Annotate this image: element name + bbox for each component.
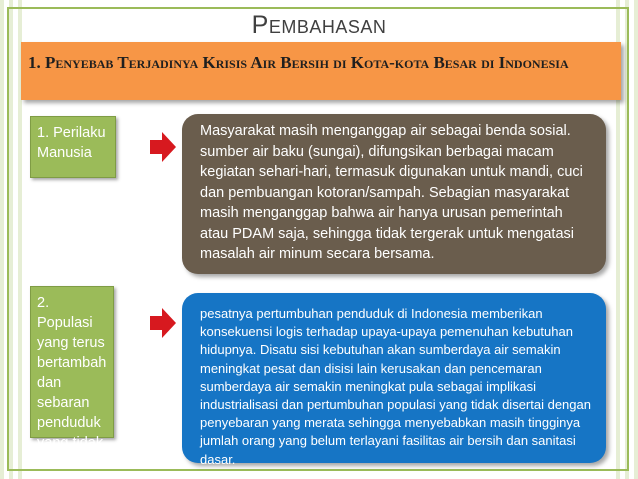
cause-description-1 (182, 114, 606, 274)
cause-label-2-text: 2. Populasi yang terus bertambah dan sebaran penduduk yang tidak merata. (37, 295, 107, 471)
cause-label-2 (30, 286, 114, 471)
section-banner (21, 42, 621, 100)
right-arrow-icon (150, 308, 176, 338)
cause-description-1-text: Masyarakat masih menganggap air sebagai benda sosial. sumber air baku (sungai), difungsikan berbagai macam kegiatan sehari-hari, termasuk digunakan untuk mandi, cuci dan pembuangan kotoran/sampah. Sebagian masyarakat masih menganggap bahwa air hanya urusan pemerintah atau PDAM saja, sehingga tidak tergerak untuk mengatasi masalah air minum secara bersama. (200, 123, 583, 262)
cause-label-1 (30, 116, 116, 178)
cause-description-2 (182, 293, 606, 467)
slide-title (0, 9, 638, 41)
right-arrow-icon (150, 132, 176, 162)
section-banner-text: 1. Penyebab Terjadinya Krisis Air Bersih di Kota-kota Besar di Indonesia (28, 53, 569, 72)
cause-label-1-text: 1. Perilaku Manusia (37, 125, 106, 161)
slide-title-text: Pembahasan (251, 11, 387, 39)
decor-stripe (0, 0, 4, 479)
decor-stripe (634, 0, 638, 479)
cause-description-2-text: pesatnya pertumbuhan penduduk di Indonesia memberikan konsekuensi logis terhadap upaya-upaya pemenuhan kebutuhan hidupnya. Disatu sisi kebutuhan akan sumberdaya air semakin meningkat pesat dan disisi lain kerusakan dan pencemaran sumberdaya air semakin meningkat pula sebagai implikasi industrialisasi dan pertumbuhan populasi yang tidak disertai dengan penyebaran yang merata sehingga menyebabkan masih tingginya jumlah orang yang belum terlayani fasilitas air bersih dan sanitasi dasar. (200, 306, 591, 467)
